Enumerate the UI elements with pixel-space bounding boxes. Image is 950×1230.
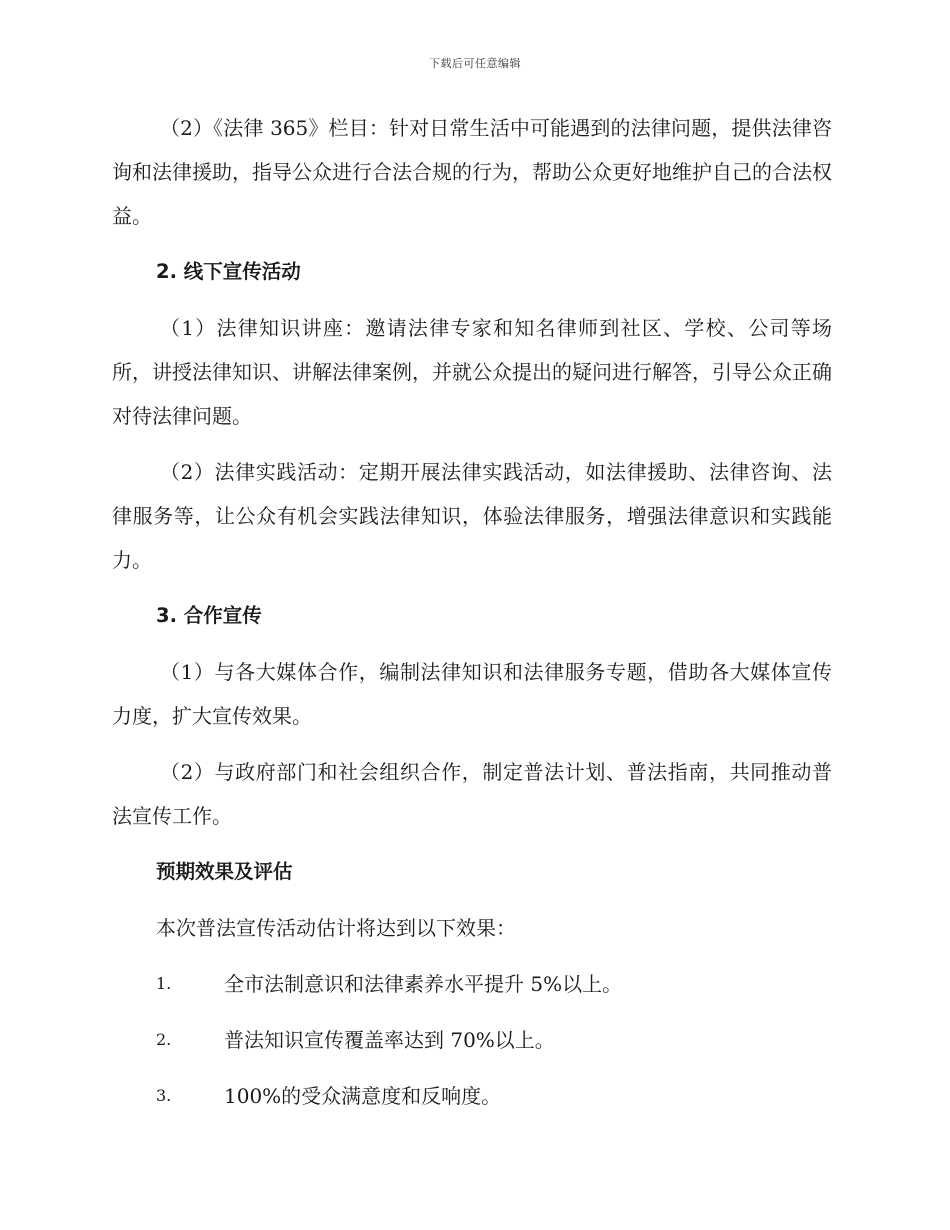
paragraph-law-lecture: （1）法律知识讲座：邀请法律专家和知名律师到社区、学校、公司等场所，讲授法律知识、讲解法律案例，并就公众提出的疑问进行解答，引导公众正确对待法律问题。 [112, 316, 832, 428]
paragraph-effects-intro: 本次普法宣传活动估计将达到以下效果： [156, 916, 516, 940]
heading-offline-activities: 2. 线下宣传活动 [156, 260, 301, 283]
list-text: 普法知识宣传覆盖率达到 70%以上。 [224, 1028, 555, 1052]
heading-cooperation: 3. 合作宣传 [156, 604, 262, 627]
list-item [112, 1074, 832, 1118]
list-item [112, 1018, 832, 1062]
list-number: 1. [156, 974, 172, 993]
list-number: 3. [156, 1086, 172, 1105]
paragraph-law-practice: （2）法律实践活动：定期开展法律实践活动，如法律援助、法律咨询、法律服务等，让公众有机会实践法律知识，体验法律服务，增强法律意识和实践能力。 [112, 460, 832, 572]
list-text: 100%的受众满意度和反响度。 [224, 1084, 502, 1108]
paragraph-law365-column: （2）《法律 365》栏目：针对日常生活中可能遇到的法律问题，提供法律咨询和法律援助，指导公众进行合法合规的行为，帮助公众更好地维护自己的合法权益。 [112, 116, 832, 228]
heading-expected-effects: 预期效果及评估 [156, 860, 293, 883]
list-number: 2. [156, 1030, 172, 1049]
paragraph-government-cooperation: （2）与政府部门和社会组织合作，制定普法计划、普法指南，共同推动普法宣传工作。 [112, 760, 832, 828]
list-item [112, 962, 832, 1006]
document-body [112, 106, 832, 1130]
paragraph-media-cooperation: （1）与各大媒体合作，编制法律知识和法律服务专题，借助各大媒体宣传力度，扩大宣传效果。 [112, 660, 832, 728]
list-text: 全市法制意识和法律素养水平提升 5%以上。 [224, 972, 623, 996]
page-header: 下载后可任意编辑 [429, 57, 521, 70]
